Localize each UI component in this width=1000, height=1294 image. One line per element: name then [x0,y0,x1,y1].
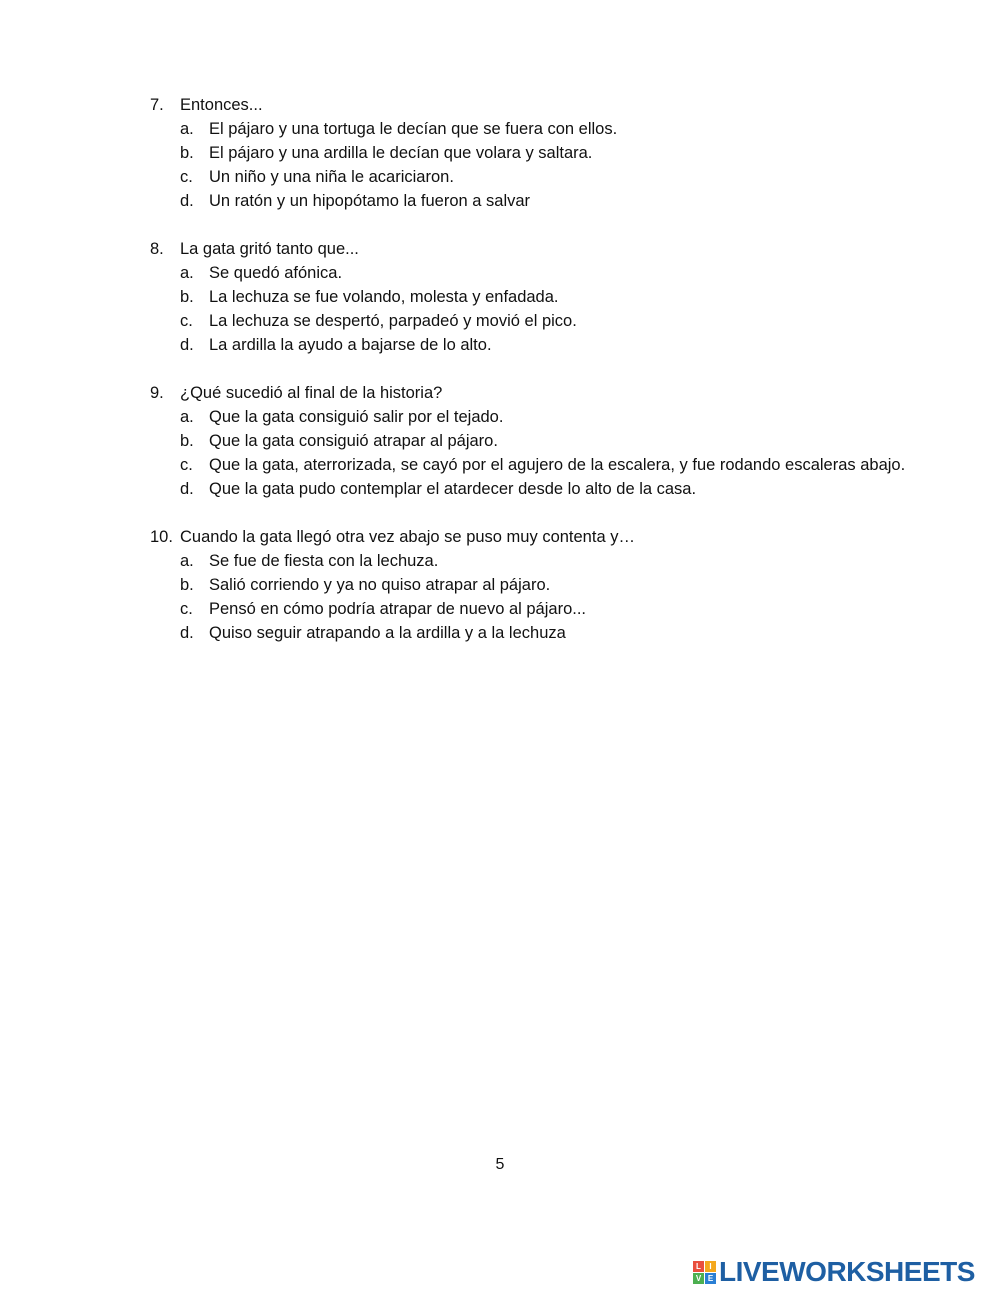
question-number: 9. [150,384,164,402]
option-text: Que la gata pudo contemplar el atardecer desde lo alto de la casa. [209,480,697,498]
question-number: 7. [150,96,164,114]
brand-text: LIVEWORKSHEETS [719,1256,975,1287]
answer-option[interactable] [150,597,920,621]
option-text: Que la gata, aterrorizada, se cayó por el agujero de la escalera, y fue rodando escaleras abajo. [209,456,906,474]
question-9 [150,381,920,501]
option-text: Que la gata consiguió atrapar al pájaro. [209,432,498,450]
option-text: Se quedó afónica. [209,264,343,282]
question-number: 10. [150,528,173,546]
option-letter: a. [180,120,194,138]
question-number: 8. [150,240,164,258]
liveworksheets-logo[interactable] [693,1256,975,1288]
option-letter: b. [180,144,194,162]
question-text: La gata gritó tanto que... [180,240,359,258]
option-letter: b. [180,576,194,594]
answer-option[interactable] [150,333,920,357]
option-letter: c. [180,312,193,330]
answer-option[interactable] [150,189,920,213]
option-letter: a. [180,264,194,282]
question-text: ¿Qué sucedió al final de la historia? [180,384,443,402]
answer-option[interactable] [150,621,920,645]
logo-tile: L [693,1261,704,1272]
question-text: Entonces... [180,96,263,114]
option-text: La lechuza se despertó, parpadeó y movió el pico. [209,312,577,330]
option-text: Pensó en cómo podría atrapar de nuevo al pájaro... [209,600,586,618]
answer-option[interactable] [150,141,920,165]
option-letter: b. [180,288,194,306]
answer-option[interactable] [150,453,920,477]
question-10 [150,525,920,645]
option-text: La ardilla la ayudo a bajarse de lo alto. [209,336,492,354]
option-text: Se fue de fiesta con la lechuza. [209,552,439,570]
option-letter: b. [180,432,194,450]
answer-option[interactable] [150,405,920,429]
logo-tile: E [705,1273,716,1284]
answer-option[interactable] [150,573,920,597]
option-letter: d. [180,336,194,354]
option-text: La lechuza se fue volando, molesta y enfadada. [209,288,559,306]
question-7 [150,93,920,213]
option-letter: d. [180,480,194,498]
option-letter: c. [180,168,193,186]
answer-option[interactable] [150,477,920,501]
answer-option[interactable] [150,117,920,141]
option-text: Quiso seguir atrapando a la ardilla y a la lechuza [209,624,566,642]
option-text: Salió corriendo y ya no quiso atrapar al pájaro. [209,576,551,594]
option-text: Un niño y una niña le acariciaron. [209,168,454,186]
answer-option[interactable] [150,285,920,309]
question-list [150,93,920,669]
page-number: 5 [495,1156,505,1173]
option-text: El pájaro y una ardilla le decían que volara y saltara. [209,144,593,162]
option-letter: a. [180,408,194,426]
answer-option[interactable] [150,549,920,573]
option-letter: c. [180,600,193,618]
option-text: Que la gata consiguió salir por el tejado. [209,408,504,426]
logo-tile: I [705,1261,716,1272]
live-logo-icon [693,1261,716,1284]
answer-option[interactable] [150,165,920,189]
option-letter: d. [180,624,194,642]
answer-option[interactable] [150,309,920,333]
option-letter: d. [180,192,194,210]
answer-option[interactable] [150,261,920,285]
option-text: Un ratón y un hipopótamo la fueron a salvar [209,192,531,210]
question-8 [150,237,920,357]
option-letter: c. [180,456,193,474]
answer-option[interactable] [150,429,920,453]
logo-tile: V [693,1273,704,1284]
option-text: El pájaro y una tortuga le decían que se fuera con ellos. [209,120,618,138]
option-letter: a. [180,552,194,570]
question-text: Cuando la gata llegó otra vez abajo se puso muy contenta y… [180,528,635,546]
